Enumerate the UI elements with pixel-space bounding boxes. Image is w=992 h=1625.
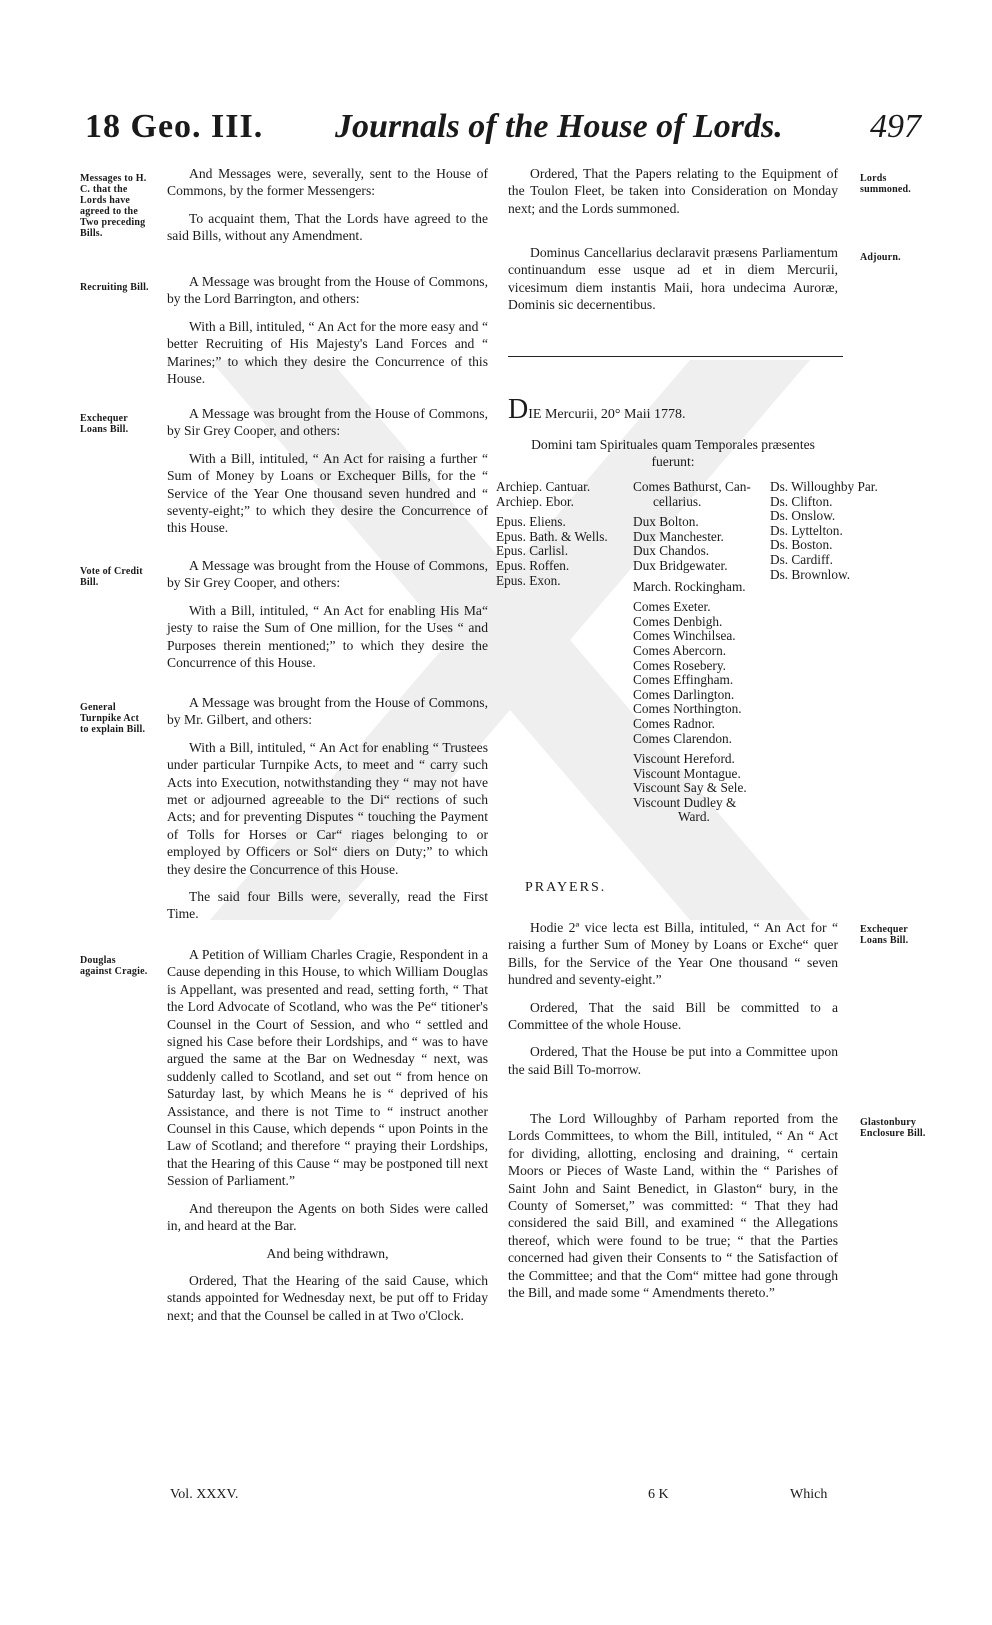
margin-note-exchequer: Exchequer Loans Bill.: [80, 413, 129, 435]
domini-heading: Domini tam Spirituales quam Temporales præsentes fuerunt:: [531, 437, 815, 470]
left-col-petition: [167, 946, 488, 1324]
lord-name: Comes Denbigh.: [633, 613, 723, 629]
paragraph: Hodie 2ª vice lecta est Billa, intituled, “ An Act for “ raising a further Sum of Money by Loans or Exche“ quer Bills, for the Service of the Year One thousand “ seven hundred and seventy-eight.”: [508, 920, 838, 988]
lord-name: Comes Northington.: [633, 701, 742, 717]
lord-name: Archiep. Cantuar.: [496, 479, 591, 494]
margin-note-lords-summoned: Lords summoned.: [860, 173, 911, 195]
lords-list-barons: [770, 480, 878, 582]
paragraph: With a Bill, intituled, “ An Act for enabling His Ma“ jesty to raise the Sum of One million, for the Uses “ and Purposes therein mentioned;” to which they desire the Concurrence of this House.: [167, 602, 488, 671]
lord-name: Epus. Eliens.: [496, 514, 566, 530]
paragraph: And thereupon the Agents on both Sides were called in, and heard at the Bar.: [167, 1200, 488, 1234]
lord-name: Dux Bridgewater.: [633, 557, 728, 573]
lord-name: Comes Winchilsea.: [633, 628, 736, 644]
lord-name: Ds. Willoughby Par.: [770, 479, 878, 494]
prayers-heading: PRAYERS.: [525, 880, 607, 895]
left-col-vote-credit: [167, 557, 488, 671]
lord-name: Dux Chandos.: [633, 543, 710, 559]
paragraph: And being withdrawn,: [266, 1245, 389, 1261]
lord-name: Viscount Hereford.: [633, 751, 735, 767]
lord-name: Comes Rosebery.: [633, 657, 726, 673]
right-col-adjourn: [508, 244, 838, 314]
right-col-toulon: [508, 165, 838, 217]
catchword: Which: [790, 1487, 828, 1502]
paragraph: A Message was brought from the House of Commons, by Sir Grey Cooper, and others:: [167, 558, 488, 591]
lord-name: Comes Clarendon.: [633, 730, 732, 746]
lord-name: Ds. Onslow.: [770, 508, 836, 524]
lord-name: Comes Abercorn.: [633, 642, 727, 658]
paragraph: To acquaint them, That the Lords have agreed to the said Bills, without any Amendment.: [167, 210, 488, 244]
margin-note-douglas: Douglas against Cragie.: [80, 955, 148, 977]
left-col-messages-sent: [167, 165, 488, 245]
journal-title: Journals of the House of Lords.: [335, 108, 783, 145]
lord-name: March. Rockingham.: [633, 578, 746, 594]
paragraph: With a Bill, intituled, “ An Act for raising a further “ Sum of Money by Loans or Exchequer Bills, for the “ Service of the Year One thousand seven hundred and “ seventy-eight;” to which they desire the Concurrence of this House.: [167, 450, 488, 536]
lord-name: Comes Darlington.: [633, 686, 735, 702]
lord-name: Ds. Brownlow.: [770, 566, 851, 582]
lord-name: Ds. Cardiff.: [770, 551, 833, 567]
lord-name: Comes Exeter.: [633, 599, 711, 615]
margin-note-adjourn: Adjourn.: [860, 252, 901, 263]
volume-number: Vol. XXXV.: [170, 1487, 239, 1502]
margin-note-turnpike: General Turnpike Act to explain Bill.: [80, 702, 146, 735]
lord-name: Archiep. Ebor.: [496, 493, 574, 509]
paragraph: Ordered, That the said Bill be committed to a Committee of the whole House.: [508, 999, 838, 1033]
signature-mark: 6 K: [648, 1487, 669, 1502]
lord-name: Comes Bathurst, Can-: [633, 479, 751, 494]
lords-list-temporal: [633, 480, 751, 825]
paragraph: And Messages were, severally, sent to the House of Commons, by the former Messengers:: [167, 166, 488, 199]
page-number: 497: [870, 108, 921, 145]
paragraph: With a Bill, intituled, “ An Act for the more easy and “ better Recruiting of His Majesty's Land Forces and “ Marines;” to which they desire the Concurrence of this House.: [167, 318, 488, 387]
margin-note-vote-credit: Vote of Credit Bill.: [80, 566, 143, 588]
right-col-glastonbury: [508, 1110, 838, 1301]
margin-note-glastonbury: Glastonbury Enclosure Bill.: [860, 1117, 926, 1139]
paragraph: Ordered, That the Papers relating to the Equipment of the Toulon Fleet, be taken into Consideration on Monday next; and the Lords summoned.: [508, 166, 838, 216]
lord-name: cellarius.: [653, 493, 702, 509]
lord-name: Dux Manchester.: [633, 528, 724, 544]
lord-name: Ds. Lyttelton.: [770, 522, 843, 538]
lord-name: Epus. Roffen.: [496, 557, 570, 573]
left-col-turnpike: [167, 694, 488, 923]
paragraph: Ordered, That the Hearing of the said Cause, which stands appointed for Wednesday next, be put off to Friday next; and that the Counsel be called in at Two o'Clock.: [167, 1272, 488, 1323]
regnal-year: 18 Geo. III.: [85, 108, 264, 145]
lord-name: Viscount Montague.: [633, 765, 741, 781]
lord-name: Dux Bolton.: [633, 514, 699, 530]
page-header: [0, 108, 992, 156]
lord-name: Viscount Dudley &: [633, 794, 737, 810]
lord-name: Comes Effingham.: [633, 672, 734, 688]
paragraph: The Lord Willoughby of Parham reported from the Lords Committees, to whom the Bill, intituled, “ An “ Act for dividing, allotting, enclosing and draining, “ certain Moors or Pieces of Waste Land, within the “ Parishes of Saint John and Saint Benedict, in Glaston“ bury, in the County of Somerset,” was committed: “ That they had considered the said Bill, and examined “ the Allegations thereof, which were found to be true; “ that the Parties concerned had given their Consents to “ the Satisfaction of the Committee; and that the Com“ mittee had gone through the Bill, and made some “ Amendments thereto.”: [508, 1111, 838, 1301]
lord-name: Epus. Exon.: [496, 572, 561, 588]
lord-name: Epus. Carlisl.: [496, 543, 569, 559]
day-heading: [508, 394, 685, 426]
paragraph: A Message was brought from the House of Commons, by Sir Grey Cooper, and others:: [167, 406, 488, 439]
section-rule: [508, 356, 843, 357]
margin-note-exchequer-2: Exchequer Loans Bill.: [860, 924, 909, 946]
lord-name: Comes Radnor.: [633, 715, 715, 731]
paragraph: A Petition of William Charles Cragie, Respondent in a Cause depending in this House, to which William Douglas is Appellant, was presented and read, setting forth, “ That the Lord Advocate of Scotland, who was the Pe“ titioner's Counsel in the Court of Session, and who “ settled and signed his Case before their Lordships, and “ was to have argued the same at the Bar on Wednesday “ next, was suddenly called to Scotland, and set out “ from hence on Saturday last, by which Means he is “ deprived of his Assistance, and there is not Time to “ instruct another Counsel in this Cause, which depends “ upon Points in the Law of Scotland; and therefore “ praying their Lordships, that the Hearing of this Cause “ may be postponed till next Session of Parliament.”: [167, 947, 488, 1189]
paragraph: The said four Bills were, severally, read the First Time.: [167, 889, 488, 922]
lord-name: Epus. Bath. & Wells.: [496, 528, 608, 544]
lord-name: Ds. Clifton.: [770, 493, 833, 509]
paragraph: A Message was brought from the House of Commons, by Mr. Gilbert, and others:: [167, 695, 488, 728]
day-heading-text: IE Mercurii, 20° Maii 1778.: [528, 407, 686, 422]
left-col-recruiting: [167, 273, 488, 387]
margin-note-recruiting: Recruiting Bill.: [80, 282, 149, 293]
lord-name: Viscount Say & Sele.: [633, 780, 747, 796]
paragraph: With a Bill, intituled, “ An Act for enabling “ Trustees under particular Turnpike Acts, to meet and “ carry such Acts into Execution, notwithstanding they “ may not have met or adjourned agreeable to the Di“ rections of such Acts; and for preventing Disputes “ touching the Payment of Tolls for Horses or Car“ riages belonging to or employed by Officers or Sol“ diers on Duty;” to which they desire the Concurrence of this House.: [167, 739, 488, 877]
paragraph: Ordered, That the House be put into a Committee upon the said Bill To-morrow.: [508, 1044, 838, 1077]
lord-name: Ward.: [678, 809, 710, 825]
margin-note-messages: Messages to H. C. that the Lords have agreed to the Two preceding Bills.: [80, 173, 147, 239]
right-col-second-reading: [508, 919, 838, 1078]
lords-list-spiritual: [496, 480, 608, 588]
paragraph: Dominus Cancellarius declaravit præsens Parliamentum continuandum esse usque ad et in diem Mercurii, vicesimum diem instantis Maii, hora undecima Auroræ, Dominis sic decernentibus.: [508, 245, 838, 313]
lord-name: Ds. Boston.: [770, 537, 833, 553]
left-col-exchequer: [167, 405, 488, 537]
paragraph: A Message was brought from the House of Commons, by the Lord Barrington, and others:: [167, 274, 488, 307]
drop-cap: D: [508, 394, 529, 425]
